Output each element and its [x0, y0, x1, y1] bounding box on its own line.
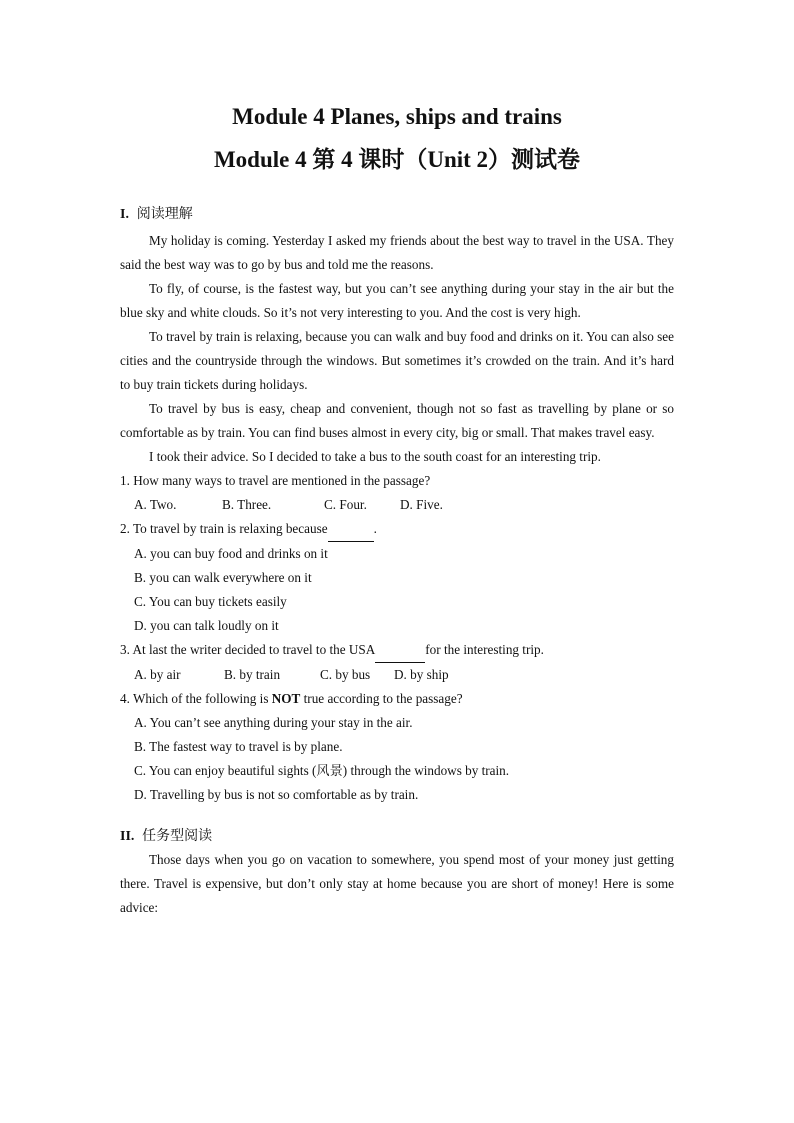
option: B. Three. — [222, 497, 272, 512]
option: D. Five. — [400, 497, 443, 512]
reading-passage — [120, 229, 674, 807]
document-title: Module 4 Planes, ships and trains — [232, 104, 562, 129]
section-title: 任务型阅读 — [142, 828, 213, 844]
section-number: I. — [120, 207, 129, 222]
option: A. by air — [134, 667, 181, 682]
question-stem: 3. At last the writer decided to travel to the USA for the interesting trip. — [120, 638, 674, 663]
option: B. by train — [224, 667, 281, 682]
option: D. Travelling by bus is not so comfortable as by train. — [134, 787, 419, 802]
question-options — [120, 663, 674, 687]
option: C. by bus — [320, 667, 371, 682]
answer-blank — [328, 517, 374, 542]
option: D. you can talk loudly on it — [134, 618, 279, 633]
option: B. you can walk everywhere on it — [134, 570, 312, 585]
option: C. Four. — [324, 497, 367, 512]
option: B. The fastest way to travel is by plane. — [134, 739, 343, 754]
section-title: 阅读理解 — [136, 206, 193, 222]
section-heading-reading — [120, 204, 193, 225]
section-heading-task-reading — [120, 826, 212, 847]
section-number: II. — [120, 829, 135, 844]
task-reading-passage — [120, 848, 674, 920]
question-stem: 1. How many ways to travel are mentioned in the passage? — [120, 473, 431, 488]
passage-paragraph: To fly, of course, is the fastest way, but you can’t see anything during your stay in the air but the blue sky and white clouds. So it’s not very interesting to you. And the cost is very high. — [120, 281, 674, 320]
passage-paragraph: Those days when you go on vacation to somewhere, you spend most of your money just getting there. Travel is expensive, but don’t only stay at home because you are short of money! Here is some advice: — [120, 852, 674, 915]
passage-paragraph: To travel by bus is easy, cheap and convenient, though not so fast as travelling by plane or so comfortable as by train. You can find buses almost in every city, big or small. That makes travel easy. — [120, 401, 674, 440]
passage-paragraph: I took their advice. So I decided to take a bus to the south coast for an interesting trip. — [149, 449, 601, 464]
passage-paragraph: To travel by train is relaxing, because you can walk and buy food and drinks on it. You can also see cities and the countryside through the windows. But sometimes it’s crowded on the train. And it’s hard to buy train tickets during holidays. — [120, 329, 674, 392]
option: C. You can buy tickets easily — [134, 594, 287, 609]
document-subtitle: Module 4 第 4 课时（Unit 2）测试卷 — [213, 147, 581, 172]
question-options — [120, 493, 674, 517]
answer-blank — [375, 638, 425, 663]
question-stem: 2. To travel by train is relaxing because . — [120, 517, 674, 542]
emphasis-not: NOT — [271, 691, 301, 706]
option: D. by ship — [394, 667, 449, 682]
option: A. Two. — [134, 497, 177, 512]
option: A. You can’t see anything during your stay in the air. — [134, 715, 413, 730]
option: C. You can enjoy beautiful sights (风景) through the windows by train. — [134, 763, 510, 778]
passage-paragraph: My holiday is coming. Yesterday I asked my friends about the best way to travel in the USA. They said the best way was to go by bus and told me the reasons. — [120, 233, 674, 272]
question-stem: 4. Which of the following is NOT true according to the passage? — [120, 691, 463, 706]
option: A. you can buy food and drinks on it — [134, 546, 328, 561]
